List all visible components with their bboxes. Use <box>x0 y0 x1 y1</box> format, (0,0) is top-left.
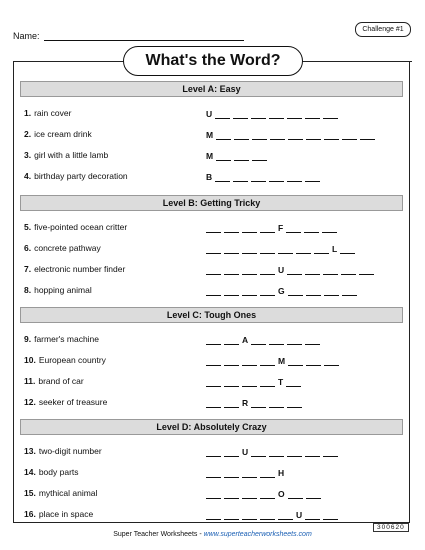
letter-blank[interactable] <box>305 448 320 457</box>
letter-blank[interactable] <box>286 378 301 387</box>
letter-blank[interactable] <box>305 173 320 182</box>
letter-blank[interactable] <box>206 469 221 478</box>
question-clue: rain cover <box>34 108 72 118</box>
letter-blank[interactable] <box>224 490 239 499</box>
letter-blank[interactable] <box>269 448 284 457</box>
question-clue: girl with a little lamb <box>34 150 109 160</box>
letter-blank[interactable] <box>224 336 239 345</box>
letter-blank[interactable] <box>252 131 267 140</box>
answer-blanks[interactable] <box>206 466 287 478</box>
level-header: Level A: Easy <box>20 81 403 97</box>
letter-blank[interactable] <box>269 399 284 408</box>
question-number: 5. <box>24 222 32 232</box>
letter-blank[interactable] <box>278 245 293 254</box>
question-row <box>24 128 404 140</box>
question-row <box>24 170 404 182</box>
letter-blank[interactable] <box>296 245 311 254</box>
letter-blank[interactable] <box>269 173 284 182</box>
letter-blank[interactable] <box>224 469 239 478</box>
question-clue: body parts <box>38 467 79 477</box>
letter-blank[interactable] <box>269 110 284 119</box>
answer-blanks[interactable] <box>206 242 358 254</box>
letter-blank[interactable] <box>242 245 257 254</box>
letter-blank[interactable] <box>206 490 221 499</box>
level-header: Level D: Absolutely Crazy <box>20 419 403 435</box>
letter-blank[interactable] <box>260 490 275 499</box>
question-clue: ice cream drink <box>34 129 92 139</box>
page-title: What's the Word? <box>123 46 303 76</box>
letter-blank[interactable] <box>224 266 239 275</box>
question-row <box>24 508 404 520</box>
question-clue: place in space <box>38 509 94 519</box>
answer-blanks[interactable] <box>206 375 304 387</box>
letter-blank[interactable] <box>206 287 221 296</box>
letter-blank[interactable] <box>306 357 321 366</box>
letter-blank[interactable] <box>342 131 357 140</box>
answer-blanks[interactable] <box>206 221 340 233</box>
letter-blank[interactable] <box>314 245 329 254</box>
letter-blank[interactable] <box>305 266 320 275</box>
question-row <box>24 242 404 254</box>
letter-blank[interactable] <box>260 287 275 296</box>
question-row <box>24 375 404 387</box>
letter-blank[interactable] <box>288 490 303 499</box>
letter-blank[interactable] <box>287 336 302 345</box>
question-number: 8. <box>24 285 32 295</box>
letter-blank[interactable] <box>251 336 266 345</box>
worksheet-frame <box>13 61 410 523</box>
given-letter: U <box>296 510 303 520</box>
letter-blank[interactable] <box>306 490 321 499</box>
given-letter: G <box>278 286 285 296</box>
question-clue: European country <box>38 355 106 365</box>
letter-blank[interactable] <box>224 378 239 387</box>
answer-blanks[interactable] <box>206 396 305 408</box>
question-clue: brand of car <box>38 376 84 386</box>
letter-blank[interactable] <box>216 152 231 161</box>
letter-blank[interactable] <box>215 173 230 182</box>
given-letter: H <box>278 468 285 478</box>
letter-blank[interactable] <box>324 287 339 296</box>
name-blank-line[interactable] <box>44 32 244 41</box>
given-letter: U <box>242 447 249 457</box>
letter-blank[interactable] <box>305 511 320 520</box>
question-number: 1. <box>24 108 32 118</box>
answer-blanks[interactable] <box>206 263 377 275</box>
letter-blank[interactable] <box>242 378 257 387</box>
question-number: 16. <box>24 509 36 519</box>
letter-blank[interactable] <box>322 224 337 233</box>
question-clue: five-pointed ocean critter <box>34 222 128 232</box>
letter-blank[interactable] <box>287 399 302 408</box>
letter-blank[interactable] <box>305 110 320 119</box>
answer-blanks[interactable] <box>206 508 341 520</box>
given-letter: U <box>206 109 213 119</box>
letter-blank[interactable] <box>252 152 267 161</box>
question-row <box>24 333 404 345</box>
question-row <box>24 466 404 478</box>
question-row <box>24 396 404 408</box>
letter-blank[interactable] <box>305 336 320 345</box>
question-number: 12. <box>24 397 36 407</box>
letter-blank[interactable] <box>306 131 321 140</box>
given-letter: T <box>278 377 284 387</box>
letter-blank[interactable] <box>340 245 355 254</box>
letter-blank[interactable] <box>224 448 239 457</box>
letter-blank[interactable] <box>234 131 249 140</box>
question-row <box>24 445 404 457</box>
letter-blank[interactable] <box>341 266 356 275</box>
letter-blank[interactable] <box>233 110 248 119</box>
letter-blank[interactable] <box>287 173 302 182</box>
answer-blanks[interactable] <box>206 170 323 182</box>
letter-blank[interactable] <box>206 336 221 345</box>
question-clue: mythical animal <box>38 488 98 498</box>
question-number: 3. <box>24 150 32 160</box>
letter-blank[interactable] <box>342 287 357 296</box>
letter-blank[interactable] <box>224 357 239 366</box>
name-label: Name: <box>13 31 40 41</box>
letter-blank[interactable] <box>288 287 303 296</box>
given-letter: U <box>278 265 285 275</box>
letter-blank[interactable] <box>242 469 257 478</box>
letter-blank[interactable] <box>224 245 239 254</box>
letter-blank[interactable] <box>269 336 284 345</box>
letter-blank[interactable] <box>288 357 303 366</box>
letter-blank[interactable] <box>287 266 302 275</box>
letter-blank[interactable] <box>224 287 239 296</box>
question-row <box>24 149 404 161</box>
letter-blank[interactable] <box>242 224 257 233</box>
letter-blank[interactable] <box>260 245 275 254</box>
letter-blank[interactable] <box>260 511 275 520</box>
letter-blank[interactable] <box>206 399 221 408</box>
question-number: 13. <box>24 446 36 456</box>
question-number: 7. <box>24 264 32 274</box>
given-letter: R <box>242 398 249 408</box>
question-clue: birthday party decoration <box>34 171 128 181</box>
letter-blank[interactable] <box>206 448 221 457</box>
question-row <box>24 221 404 233</box>
question-row <box>24 487 404 499</box>
letter-blank[interactable] <box>260 266 275 275</box>
letter-blank[interactable] <box>224 224 239 233</box>
letter-blank[interactable] <box>286 224 301 233</box>
letter-blank[interactable] <box>234 152 249 161</box>
answer-blanks[interactable] <box>206 128 378 140</box>
answer-blanks[interactable] <box>206 354 342 366</box>
footer-text: Super Teacher Worksheets - <box>113 531 204 538</box>
letter-blank[interactable] <box>287 110 302 119</box>
given-letter: B <box>206 172 213 182</box>
level-header: Level C: Tough Ones <box>20 307 403 323</box>
given-letter: F <box>278 223 284 233</box>
letter-blank[interactable] <box>288 131 303 140</box>
letter-blank[interactable] <box>323 511 338 520</box>
question-number: 2. <box>24 129 32 139</box>
question-clue: seeker of treasure <box>38 397 108 407</box>
letter-blank[interactable] <box>242 287 257 296</box>
challenge-badge: Challenge #1 <box>355 22 411 37</box>
answer-blanks[interactable] <box>206 284 360 296</box>
letter-blank[interactable] <box>206 378 221 387</box>
letter-blank[interactable] <box>206 224 221 233</box>
level-header: Level B: Getting Tricky <box>20 195 403 211</box>
letter-blank[interactable] <box>242 511 257 520</box>
letter-blank[interactable] <box>260 378 275 387</box>
question-clue: two-digit number <box>38 446 102 456</box>
answer-blanks[interactable] <box>206 333 323 345</box>
letter-blank[interactable] <box>206 357 221 366</box>
question-number: 6. <box>24 243 32 253</box>
letter-blank[interactable] <box>242 357 257 366</box>
question-clue: concrete pathway <box>34 243 101 253</box>
answer-blanks[interactable] <box>206 445 341 457</box>
letter-blank[interactable] <box>242 266 257 275</box>
letter-blank[interactable] <box>359 266 374 275</box>
letter-blank[interactable] <box>260 357 275 366</box>
letter-blank[interactable] <box>360 131 375 140</box>
question-row <box>24 263 404 275</box>
given-letter: M <box>206 130 214 140</box>
given-letter: A <box>242 335 249 345</box>
letter-blank[interactable] <box>251 173 266 182</box>
letter-blank[interactable] <box>251 448 266 457</box>
answer-blanks[interactable] <box>206 149 270 161</box>
letter-blank[interactable] <box>224 399 239 408</box>
given-letter: M <box>206 151 214 161</box>
question-clue: farmer's machine <box>34 334 100 344</box>
question-row <box>24 284 404 296</box>
letter-blank[interactable] <box>224 511 239 520</box>
given-letter: M <box>278 356 286 366</box>
letter-blank[interactable] <box>324 131 339 140</box>
letter-blank[interactable] <box>206 511 221 520</box>
question-number: 11. <box>24 376 36 386</box>
letter-blank[interactable] <box>206 266 221 275</box>
footer-url[interactable]: www.superteacherworksheets.com <box>203 531 312 538</box>
letter-blank[interactable] <box>206 245 221 254</box>
worksheet-code: 300620 <box>373 523 409 532</box>
letter-blank[interactable] <box>216 131 231 140</box>
letter-blank[interactable] <box>278 511 293 520</box>
answer-blanks[interactable] <box>206 107 341 119</box>
letter-blank[interactable] <box>306 287 321 296</box>
letter-blank[interactable] <box>323 266 338 275</box>
letter-blank[interactable] <box>233 173 248 182</box>
given-letter: L <box>332 244 338 254</box>
given-letter: O <box>278 489 285 499</box>
question-row <box>24 354 404 366</box>
letter-blank[interactable] <box>287 448 302 457</box>
answer-blanks[interactable] <box>206 487 324 499</box>
footer <box>0 531 425 538</box>
letter-blank[interactable] <box>323 448 338 457</box>
letter-blank[interactable] <box>270 131 285 140</box>
question-number: 9. <box>24 334 32 344</box>
letter-blank[interactable] <box>215 110 230 119</box>
question-clue: electronic number finder <box>34 264 126 274</box>
letter-blank[interactable] <box>260 469 275 478</box>
letter-blank[interactable] <box>324 357 339 366</box>
letter-blank[interactable] <box>251 399 266 408</box>
question-number: 10. <box>24 355 36 365</box>
question-number: 4. <box>24 171 32 181</box>
letter-blank[interactable] <box>260 224 275 233</box>
letter-blank[interactable] <box>242 490 257 499</box>
question-number: 14. <box>24 467 36 477</box>
letter-blank[interactable] <box>304 224 319 233</box>
question-row <box>24 107 404 119</box>
question-clue: hopping animal <box>34 285 92 295</box>
letter-blank[interactable] <box>251 110 266 119</box>
name-field <box>13 31 244 41</box>
question-number: 15. <box>24 488 36 498</box>
letter-blank[interactable] <box>323 110 338 119</box>
